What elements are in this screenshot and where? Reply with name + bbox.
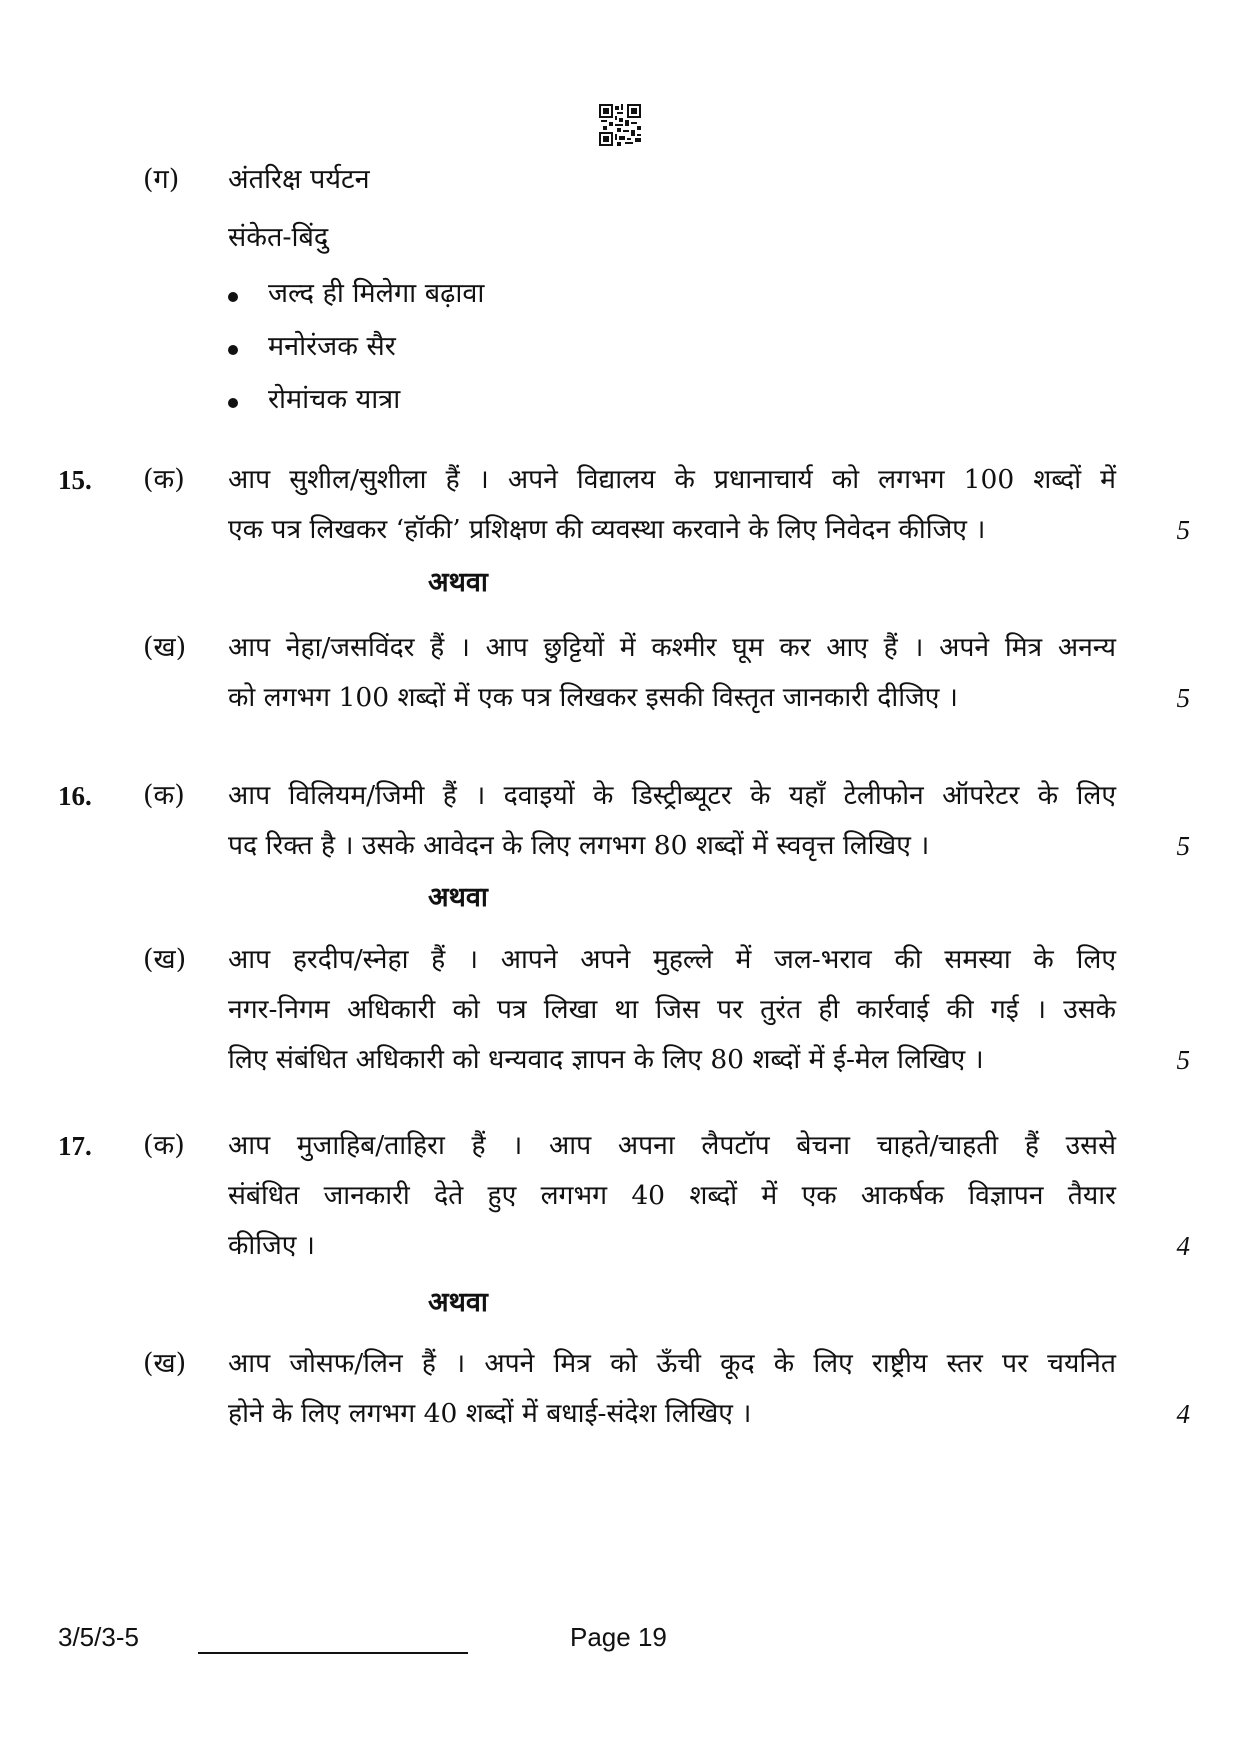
question-15b-line: आप नेहा/जसविंदर हैं । आप छुट्टियों में कश्मीर घूम कर आए हैं । अपने मित्र अनन्य — [228, 632, 1116, 663]
bullet-icon — [228, 345, 238, 355]
question-16b-line: नगर-निगम अधिकारी को पत्र लिखा था जिस पर तुरंत ही कार्रवाई की गई । उसके — [228, 994, 1116, 1025]
question-number: 16. — [58, 781, 92, 811]
question-17a-line: संबंधित जानकारी देते हुए लगभग 40 शब्दों में एक आकर्षक विज्ञापन तैयार — [228, 1180, 1116, 1211]
footer-divider — [198, 1652, 468, 1654]
question-17a-line: कीजिए । — [228, 1230, 315, 1261]
option-b-label: (ख) — [143, 1348, 187, 1379]
option-a-label: (क) — [143, 780, 185, 811]
question-number: 15. — [58, 465, 92, 495]
question-15a-line: आप सुशील/सुशीला हैं । अपने विद्यालय के प्रधानाचार्य को लगभग 100 शब्दों में — [228, 464, 1116, 495]
marks: 4 — [1176, 1399, 1190, 1429]
marks: 5 — [1176, 1045, 1190, 1075]
hint-point: जल्द ही मिलेगा बढ़ावा — [268, 278, 485, 309]
page-number: Page 19 — [570, 1622, 667, 1652]
marks: 5 — [1176, 831, 1190, 861]
or-separator: अथवा — [428, 567, 488, 598]
or-separator: अथवा — [428, 882, 488, 913]
section-g-title: अंतरिक्ष पर्यटन — [228, 164, 370, 195]
hint-point: रोमांचक यात्रा — [268, 384, 401, 415]
question-17b-line: आप जोसफ/लिन हैं । अपने मित्र को ऊँची कूद के लिए राष्ट्रीय स्तर पर चयनित — [228, 1348, 1116, 1379]
question-16b-line: आप हरदीप/स्नेहा हैं । आपने अपने मुहल्ले में जल-भराव की समस्या के लिए — [228, 944, 1116, 975]
question-15a-line: एक पत्र लिखकर ‘हॉकी’ प्रशिक्षण की व्यवस्था करवाने के लिए निवेदन कीजिए । — [228, 514, 986, 545]
option-b-label: (ख) — [143, 944, 187, 975]
question-16a-line: पद रिक्त है । उसके आवेदन के लिए लगभग 80 शब्दों में स्ववृत्त लिखिए । — [228, 830, 930, 861]
qr-code-icon — [599, 104, 641, 146]
option-b-label: (ख) — [143, 632, 187, 663]
section-g-label: (ग) — [143, 164, 180, 195]
option-a-label: (क) — [143, 1130, 185, 1161]
marks: 5 — [1176, 515, 1190, 545]
marks: 4 — [1176, 1231, 1190, 1261]
option-a-label: (क) — [143, 464, 185, 495]
question-number: 17. — [58, 1131, 92, 1161]
question-17b-line: होने के लिए लगभग 40 शब्दों में बधाई-संदेश लिखिए । — [228, 1398, 752, 1429]
paper-code: 3/5/3-5 — [58, 1622, 139, 1652]
marks: 5 — [1176, 683, 1190, 713]
question-15b-line: को लगभग 100 शब्दों में एक पत्र लिखकर इसकी विस्तृत जानकारी दीजिए । — [228, 682, 958, 713]
bullet-icon — [228, 292, 238, 302]
bullet-icon — [228, 398, 238, 408]
hint-point: मनोरंजक सैर — [268, 331, 396, 362]
hint-heading: संकेत-बिंदु — [228, 222, 329, 253]
or-separator: अथवा — [428, 1287, 488, 1318]
question-16a-line: आप विलियम/जिमी हैं । दवाइयों के डिस्ट्रीब्यूटर के यहाँ टेलीफोन ऑपरेटर के लिए — [228, 780, 1116, 811]
question-17a-line: आप मुजाहिब/ताहिरा हैं । आप अपना लैपटॉप बेचना चाहते/चाहती हैं उससे — [228, 1130, 1116, 1161]
question-16b-line: लिए संबंधित अधिकारी को धन्यवाद ज्ञापन के लिए 80 शब्दों में ई-मेल लिखिए । — [228, 1044, 984, 1075]
